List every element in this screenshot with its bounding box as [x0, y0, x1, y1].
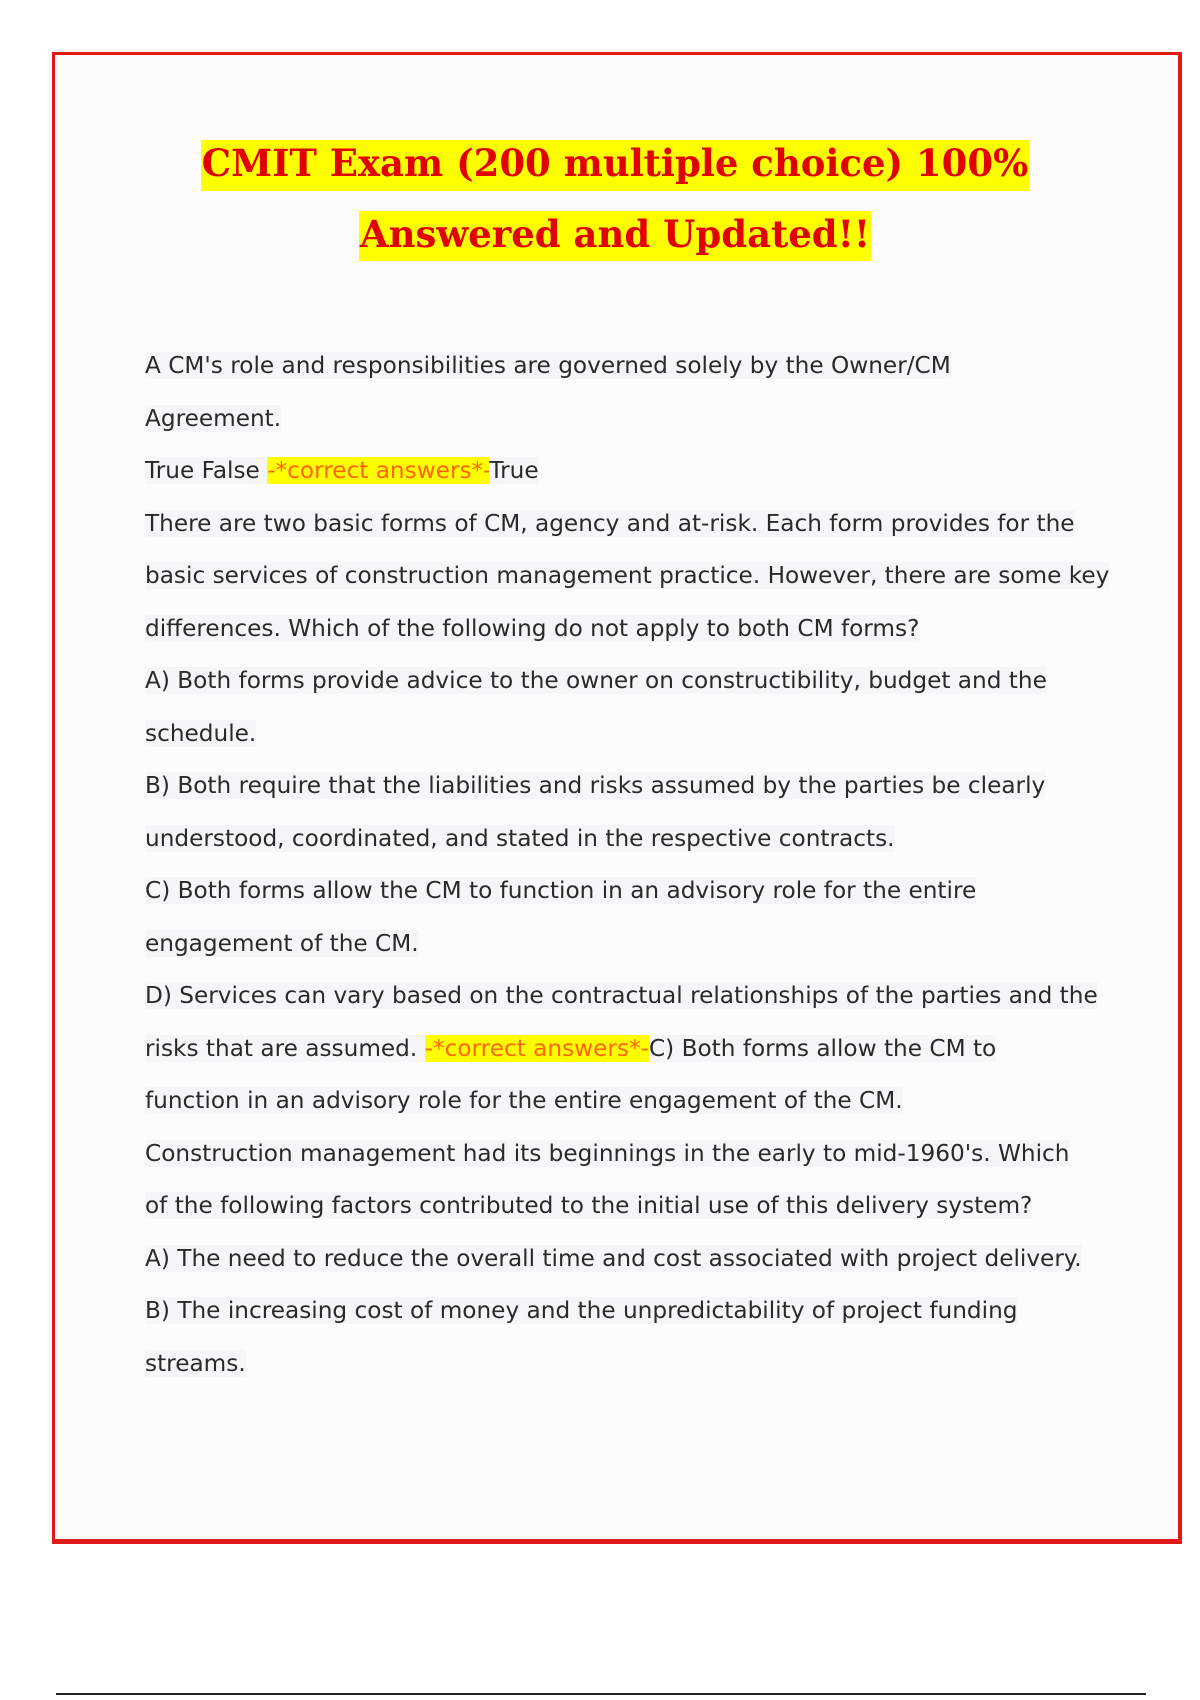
body-line: [145, 918, 1095, 971]
body-line: [145, 1128, 1095, 1181]
title-line-1: CMIT Exam (200 multiple choice) 100%: [201, 140, 1030, 191]
line-text: A) Both forms provide advice to the owner on constructibility, budget and the: [145, 667, 1047, 694]
line-text: differences. Which of the following do not apply to both CM forms?: [145, 614, 920, 642]
body-line: [145, 970, 1098, 1023]
line-text: There are two basic forms of CM, agency and at-risk. Each form provides for the: [145, 509, 1075, 537]
bottom-rule: [56, 1693, 1146, 1695]
document-body: [145, 340, 1110, 1390]
line-text: B) The increasing cost of money and the unpredictability of project funding: [145, 1297, 1018, 1324]
body-line: [145, 1180, 1095, 1233]
body-line: [145, 445, 1095, 498]
body-line: [145, 1338, 1095, 1391]
line-text: Construction management had its beginnings in the early to mid-1960's. Which: [145, 1139, 1070, 1167]
line-text: engagement of the CM.: [145, 929, 419, 957]
body-line: [145, 1023, 1095, 1076]
body-line: [145, 498, 1095, 551]
line-text: of the following factors contributed to the initial use of this delivery system?: [145, 1192, 1033, 1219]
line-text: risks that are assumed.: [145, 1034, 425, 1062]
line-text: streams.: [145, 1349, 246, 1377]
line-text: D) Services can vary based on the contractual relationships of the parties and the: [145, 982, 1098, 1009]
body-line: [145, 865, 1095, 918]
line-text: Agreement.: [145, 404, 282, 432]
body-line: [145, 813, 1095, 866]
answer-text: C) Both forms allow the CM to: [648, 1034, 997, 1062]
answer-text: True: [489, 457, 539, 484]
body-line: [145, 340, 1095, 393]
correct-answers-marker: -*correct answers*-: [424, 1034, 649, 1062]
body-line: [145, 1233, 1095, 1286]
body-line: [145, 1285, 1095, 1338]
line-text: True False: [145, 457, 268, 484]
title-line-2: Answered and Updated!!: [359, 211, 871, 262]
body-line: [145, 603, 1095, 656]
body-line: [145, 1075, 1095, 1128]
line-text: C) Both forms allow the CM to function in an advisory role for the entire: [145, 877, 977, 904]
body-line: [145, 655, 1095, 708]
correct-answers-marker: -*correct answers*-: [267, 457, 490, 484]
body-line: [145, 393, 1095, 446]
body-line: [145, 760, 1095, 813]
body-line: [145, 708, 1095, 761]
line-text: schedule.: [145, 719, 257, 747]
document-title: [0, 140, 1200, 261]
line-text: A) The need to reduce the overall time and cost associated with project delivery.: [145, 1244, 1082, 1272]
line-text: function in an advisory role for the entire engagement of the CM.: [145, 1087, 903, 1114]
line-text: A CM's role and responsibilities are governed solely by the Owner/CM: [145, 352, 951, 379]
line-text: B) Both require that the liabilities and risks assumed by the parties be clearly: [145, 772, 1046, 799]
line-text: basic services of construction management practice. However, there are some key: [145, 562, 1110, 589]
body-line: [145, 550, 1110, 603]
line-text: understood, coordinated, and stated in the respective contracts.: [145, 824, 895, 852]
